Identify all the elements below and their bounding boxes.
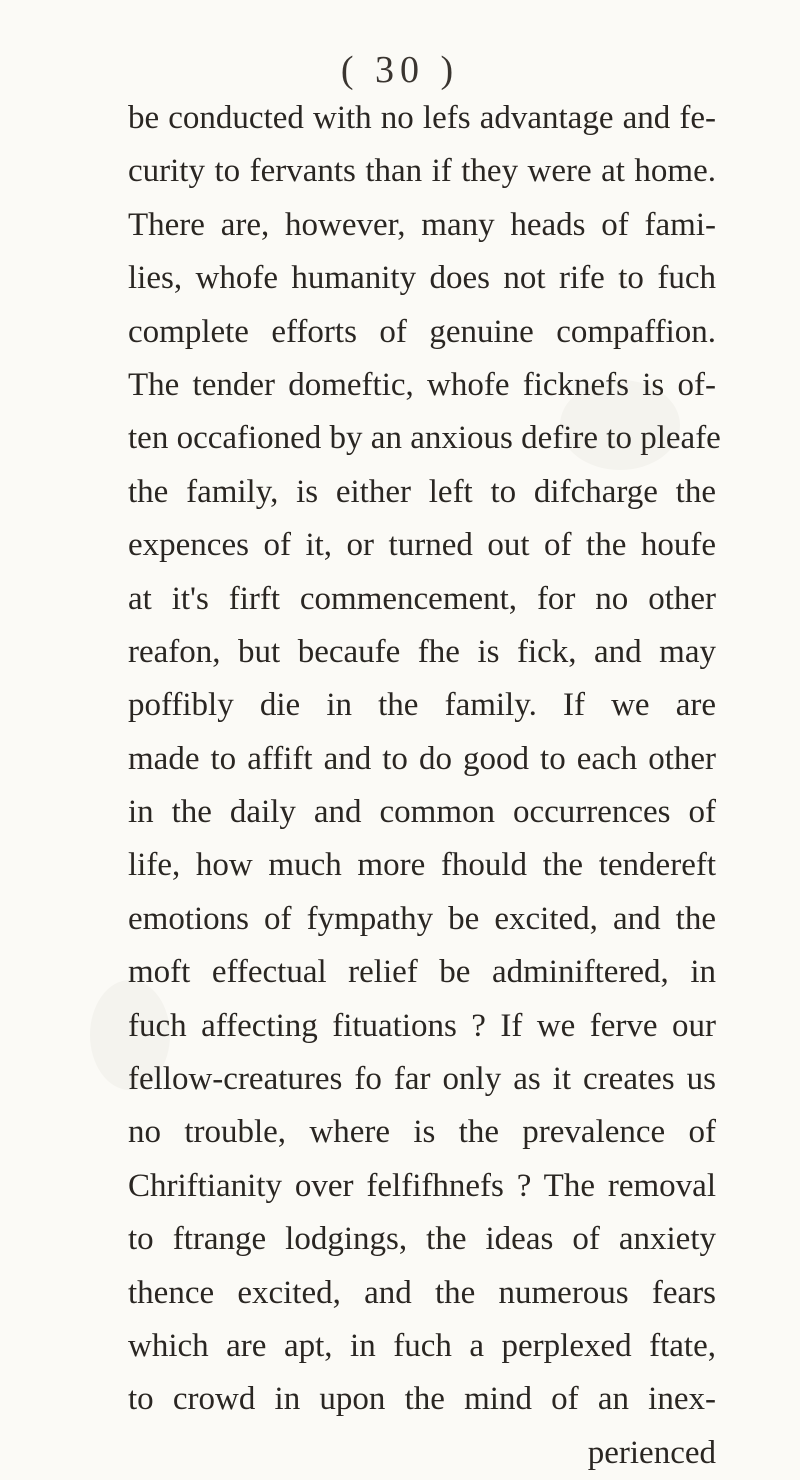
text-line: lies, whofe humanity does not rife to fuch xyxy=(128,260,716,297)
text-line: fuch affecting fituations ? If we ferve our xyxy=(128,1007,716,1044)
text-line: moft effectual relief be adminiftered, in xyxy=(128,954,716,991)
text-line: which are apt, in fuch a perplexed ftate, xyxy=(128,1327,716,1364)
text-line: made to affift and to do good to each other xyxy=(128,740,716,777)
text-line: fellow-creatures fo far only as it creates us xyxy=(128,1061,716,1098)
text-line: thence excited, and the numerous fears xyxy=(128,1274,716,1311)
text-line: Chriftianity over felfifhnefs ? The removal xyxy=(128,1167,716,1204)
text-line: The tender domeftic, whofe ficknefs is of- xyxy=(128,366,716,403)
text-line: poffibly die in the family. If we are xyxy=(128,687,716,724)
text-line: life, how much more fhould the tendereft xyxy=(128,847,716,884)
text-line: emotions of fympathy be excited, and the xyxy=(128,900,716,937)
text-line: at it's firft commencement, for no other xyxy=(128,580,716,617)
text-line: ten occafioned by an anxious defire to pleafe xyxy=(128,420,721,457)
text-line: expences of it, or turned out of the houfe xyxy=(128,527,716,564)
text-line: no trouble, where is the prevalence of xyxy=(128,1114,716,1151)
body-text xyxy=(128,92,721,1480)
page-number: ( 30 ) xyxy=(340,49,460,91)
text-line: to ftrange lodgings, the ideas of anxiety xyxy=(128,1221,716,1258)
text-line: be conducted with no lefs advantage and fe- xyxy=(128,100,716,136)
text-line: to crowd in upon the mind of an inex- xyxy=(128,1381,716,1418)
text-line: There are, however, many heads of fami- xyxy=(128,206,716,243)
text-line: the family, is either left to difcharge the xyxy=(128,473,716,510)
text-line: complete efforts of genuine compaffion. xyxy=(128,313,716,350)
text-line: reafon, but becaufe fhe is fick, and may xyxy=(128,633,716,670)
text-line: curity to fervants than if they were at home. xyxy=(128,153,716,190)
text-line: in the daily and common occurrences of xyxy=(128,794,716,831)
catchword: perienced xyxy=(587,1434,716,1471)
